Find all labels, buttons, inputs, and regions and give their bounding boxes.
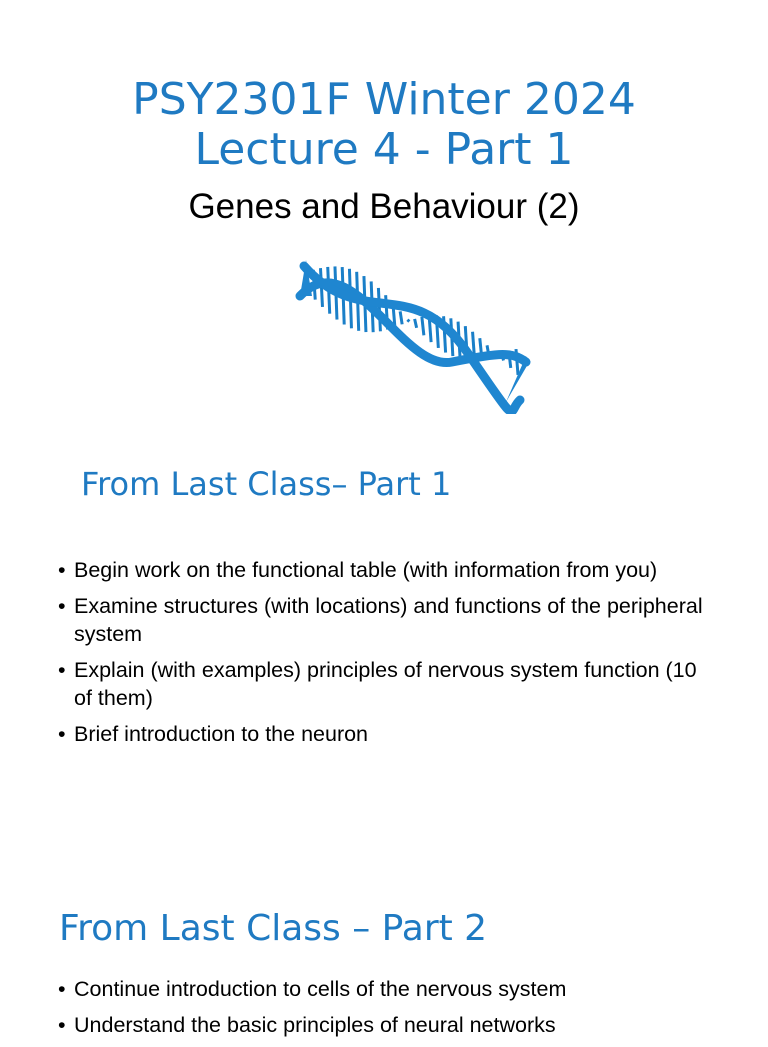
slide-title <box>0 75 768 175</box>
bullet-icon: • <box>58 977 66 1001</box>
bullet-icon: • <box>58 594 66 618</box>
dna-rung <box>407 320 409 322</box>
bullet-text: Continue introduction to cells of the nervous system <box>74 977 567 1001</box>
dna-rung <box>422 317 424 335</box>
dna-rung <box>415 319 417 328</box>
bullet-icon: • <box>58 722 66 746</box>
slide-subtitle: Genes and Behaviour (2) <box>188 187 580 226</box>
section-heading-part-2: From Last Class – Part 2 <box>59 908 488 949</box>
bullet-text: Explain (with examples) principles of nervous system function (10 of them) <box>74 658 697 710</box>
bullet-text: Begin work on the functional table (with information from you) <box>74 558 658 582</box>
bullet-icon: • <box>58 658 66 682</box>
section-heading-part-1: From Last Class– Part 1 <box>81 465 452 503</box>
bullet-icon: • <box>58 1013 66 1037</box>
list-item <box>56 1011 736 1039</box>
bullet-list-part-2 <box>56 975 736 1047</box>
list-item <box>56 556 706 584</box>
dna-helix-icon <box>292 252 532 414</box>
bullet-text: Brief introduction to the neuron <box>74 722 369 746</box>
title-line-2: Lecture 4 - Part 1 <box>194 124 574 175</box>
bullet-text: Understand the basic principles of neural networks <box>74 1013 556 1037</box>
list-item <box>56 975 736 1003</box>
bullet-icon: • <box>58 558 66 582</box>
list-item <box>56 656 706 712</box>
title-line-1: PSY2301F Winter 2024 <box>132 74 636 125</box>
bullet-text: Examine structures (with locations) and functions of the peripheral system <box>74 594 703 646</box>
bullet-list-part-1 <box>56 556 706 756</box>
list-item <box>56 720 706 748</box>
list-item <box>56 592 706 648</box>
dna-rung <box>400 311 402 324</box>
